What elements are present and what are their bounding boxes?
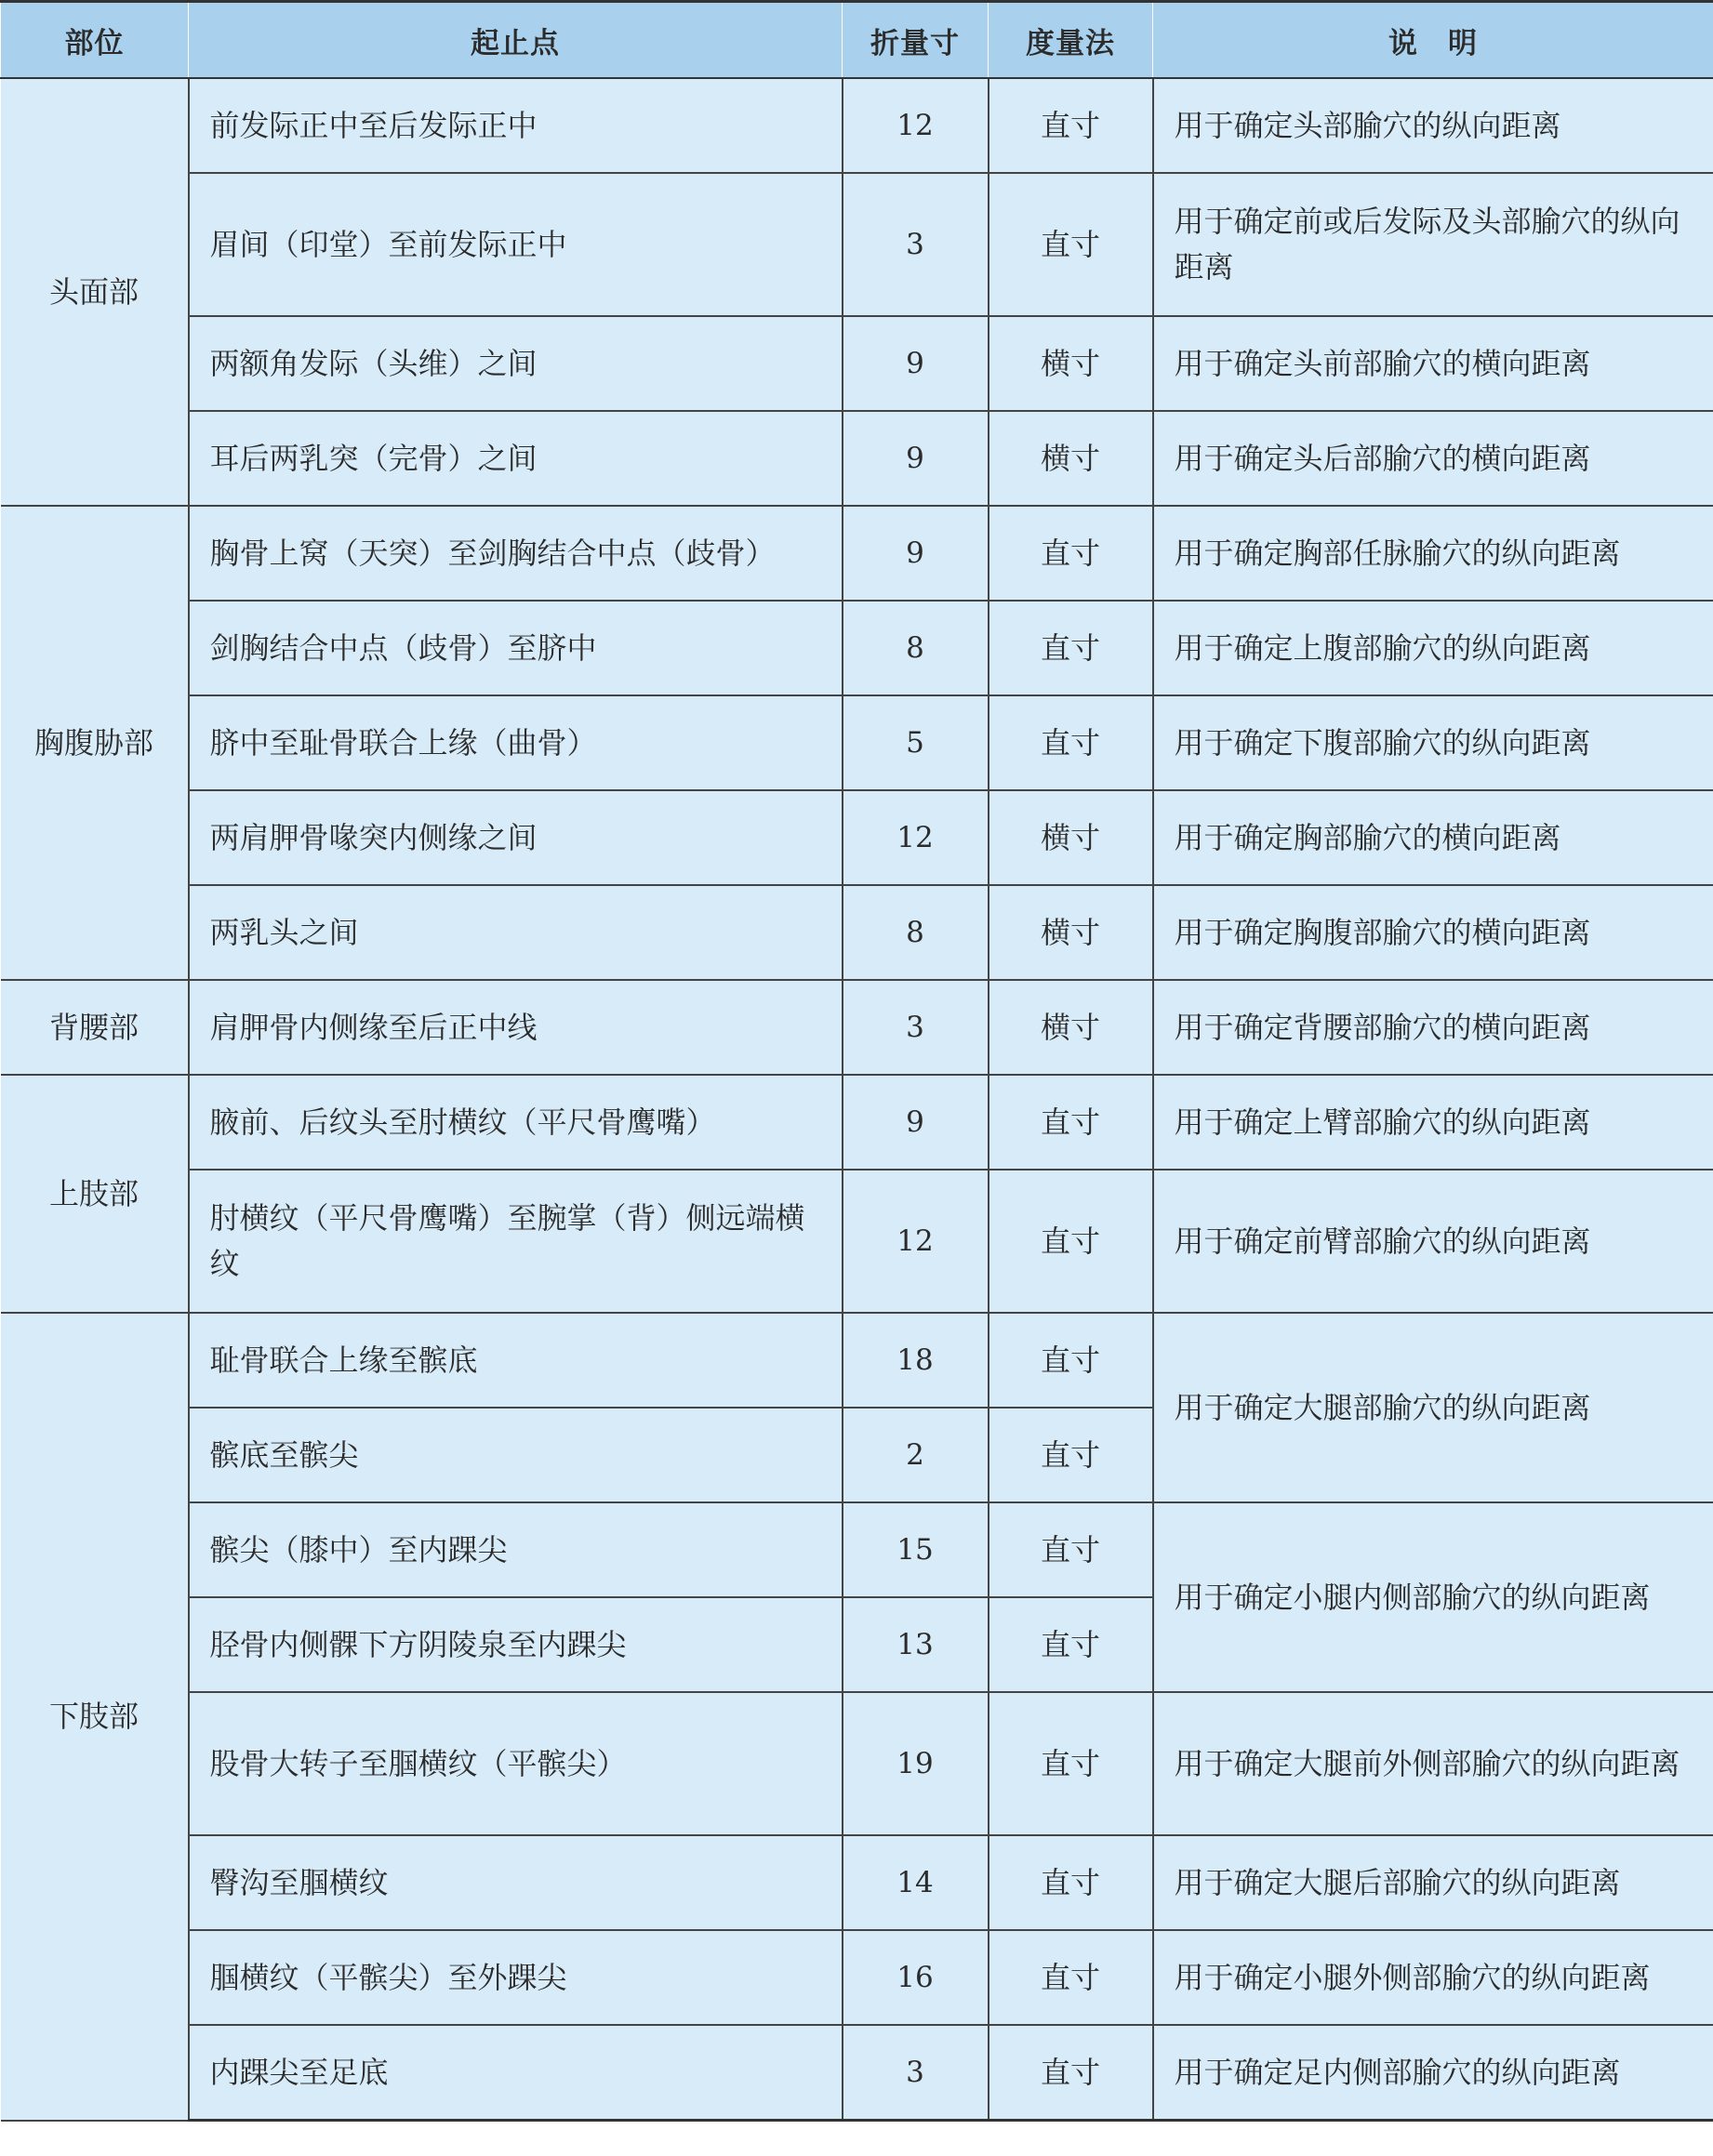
region-upper-limb: 上肢部 [1, 1075, 189, 1313]
header-region: 部位 [1, 2, 189, 79]
points-cell: 肩胛骨内侧缘至后正中线 [189, 980, 843, 1075]
cun-cell: 12 [843, 78, 989, 173]
description-cell: 用于确定小腿外侧部腧穴的纵向距离 [1153, 1930, 1713, 2025]
cun-cell: 3 [843, 173, 989, 316]
table-row [1, 1502, 1713, 1597]
cun-cell: 3 [843, 980, 989, 1075]
region-chest: 胸腹胁部 [1, 506, 189, 980]
cun-cell: 9 [843, 1075, 989, 1170]
description-cell: 用于确定头部腧穴的纵向距离 [1153, 78, 1713, 173]
description-cell: 用于确定胸腹部腧穴的横向距离 [1153, 885, 1713, 980]
points-cell: 胫骨内侧髁下方阴陵泉至内踝尖 [189, 1597, 843, 1692]
cun-cell: 19 [843, 1692, 989, 1835]
method-cell: 直寸 [989, 1835, 1153, 1930]
description-cell: 用于确定胸部腧穴的横向距离 [1153, 790, 1713, 885]
table-row [1, 1170, 1713, 1313]
method-cell: 直寸 [989, 1408, 1153, 1502]
table-row [1, 790, 1713, 885]
points-cell: 腘横纹（平髌尖）至外踝尖 [189, 1930, 843, 2025]
region-lower-limb: 下肢部 [1, 1313, 189, 2121]
region-head: 头面部 [1, 78, 189, 506]
points-cell: 眉间（印堂）至前发际正中 [189, 173, 843, 316]
description-cell: 用于确定大腿部腧穴的纵向距离 [1153, 1313, 1713, 1502]
points-cell: 腋前、后纹头至肘横纹（平尺骨鹰嘴） [189, 1075, 843, 1170]
method-cell: 横寸 [989, 316, 1153, 411]
description-cell: 用于确定背腰部腧穴的横向距离 [1153, 980, 1713, 1075]
table-row [1, 411, 1713, 506]
header-cun: 折量寸 [843, 2, 989, 79]
points-cell: 前发际正中至后发际正中 [189, 78, 843, 173]
points-cell: 胸骨上窝（天突）至剑胸结合中点（歧骨） [189, 506, 843, 601]
description-cell: 用于确定足内侧部腧穴的纵向距离 [1153, 2025, 1713, 2121]
points-cell: 脐中至耻骨联合上缘（曲骨） [189, 695, 843, 790]
table-row [1, 78, 1713, 173]
cun-cell: 12 [843, 790, 989, 885]
cun-cell: 8 [843, 601, 989, 695]
points-cell: 剑胸结合中点（歧骨）至脐中 [189, 601, 843, 695]
points-cell: 股骨大转子至腘横纹（平髌尖） [189, 1692, 843, 1835]
points-cell: 肘横纹（平尺骨鹰嘴）至腕掌（背）侧远端横纹 [189, 1170, 843, 1313]
table-row [1, 1930, 1713, 2025]
points-cell: 耳后两乳突（完骨）之间 [189, 411, 843, 506]
table-row [1, 1692, 1713, 1835]
cun-cell: 2 [843, 1408, 989, 1502]
method-cell: 直寸 [989, 1930, 1153, 2025]
description-cell: 用于确定上臂部腧穴的纵向距离 [1153, 1075, 1713, 1170]
points-cell: 髌尖（膝中）至内踝尖 [189, 1502, 843, 1597]
cun-cell: 9 [843, 506, 989, 601]
region-back: 背腰部 [1, 980, 189, 1075]
method-cell: 直寸 [989, 1075, 1153, 1170]
method-cell: 直寸 [989, 78, 1153, 173]
cun-cell: 13 [843, 1597, 989, 1692]
method-cell: 直寸 [989, 1313, 1153, 1408]
description-cell: 用于确定前臂部腧穴的纵向距离 [1153, 1170, 1713, 1313]
method-cell: 直寸 [989, 1170, 1153, 1313]
description-cell: 用于确定头前部腧穴的横向距离 [1153, 316, 1713, 411]
method-cell: 横寸 [989, 411, 1153, 506]
method-cell: 直寸 [989, 601, 1153, 695]
table-row [1, 506, 1713, 601]
header-description: 说 明 [1153, 2, 1713, 79]
header-points: 起止点 [189, 2, 843, 79]
method-cell: 直寸 [989, 1692, 1153, 1835]
method-cell: 直寸 [989, 506, 1153, 601]
points-cell: 耻骨联合上缘至髌底 [189, 1313, 843, 1408]
table-row [1, 885, 1713, 980]
table-row [1, 601, 1713, 695]
description-cell: 用于确定大腿后部腧穴的纵向距离 [1153, 1835, 1713, 1930]
description-cell: 用于确定上腹部腧穴的纵向距离 [1153, 601, 1713, 695]
method-cell: 横寸 [989, 885, 1153, 980]
points-cell: 两肩胛骨喙突内侧缘之间 [189, 790, 843, 885]
cun-cell: 15 [843, 1502, 989, 1597]
cun-cell: 9 [843, 316, 989, 411]
points-cell: 臀沟至腘横纹 [189, 1835, 843, 1930]
cun-cell: 16 [843, 1930, 989, 2025]
cun-cell: 5 [843, 695, 989, 790]
table-row [1, 1313, 1713, 1408]
header-method: 度量法 [989, 2, 1153, 79]
method-cell: 横寸 [989, 790, 1153, 885]
method-cell: 直寸 [989, 1502, 1153, 1597]
cun-cell: 18 [843, 1313, 989, 1408]
table-row [1, 1835, 1713, 1930]
points-cell: 两额角发际（头维）之间 [189, 316, 843, 411]
description-cell: 用于确定前或后发际及头部腧穴的纵向距离 [1153, 173, 1713, 316]
cun-cell: 9 [843, 411, 989, 506]
method-cell: 直寸 [989, 695, 1153, 790]
description-cell: 用于确定小腿内侧部腧穴的纵向距离 [1153, 1502, 1713, 1692]
points-cell: 两乳头之间 [189, 885, 843, 980]
table-row [1, 980, 1713, 1075]
description-cell: 用于确定下腹部腧穴的纵向距离 [1153, 695, 1713, 790]
header-row [1, 2, 1713, 79]
points-cell: 内踝尖至足底 [189, 2025, 843, 2121]
method-cell: 直寸 [989, 173, 1153, 316]
method-cell: 直寸 [989, 2025, 1153, 2121]
description-cell: 用于确定胸部任脉腧穴的纵向距离 [1153, 506, 1713, 601]
table-row [1, 1075, 1713, 1170]
points-cell: 髌底至髌尖 [189, 1408, 843, 1502]
cun-cell: 3 [843, 2025, 989, 2121]
table-row [1, 695, 1713, 790]
cun-cell: 12 [843, 1170, 989, 1313]
method-cell: 直寸 [989, 1597, 1153, 1692]
description-cell: 用于确定大腿前外侧部腧穴的纵向距离 [1153, 1692, 1713, 1835]
table-row [1, 316, 1713, 411]
table-row [1, 173, 1713, 316]
cun-cell: 8 [843, 885, 989, 980]
description-cell: 用于确定头后部腧穴的横向距离 [1153, 411, 1713, 506]
method-cell: 横寸 [989, 980, 1153, 1075]
table-row [1, 2025, 1713, 2121]
cun-cell: 14 [843, 1835, 989, 1930]
